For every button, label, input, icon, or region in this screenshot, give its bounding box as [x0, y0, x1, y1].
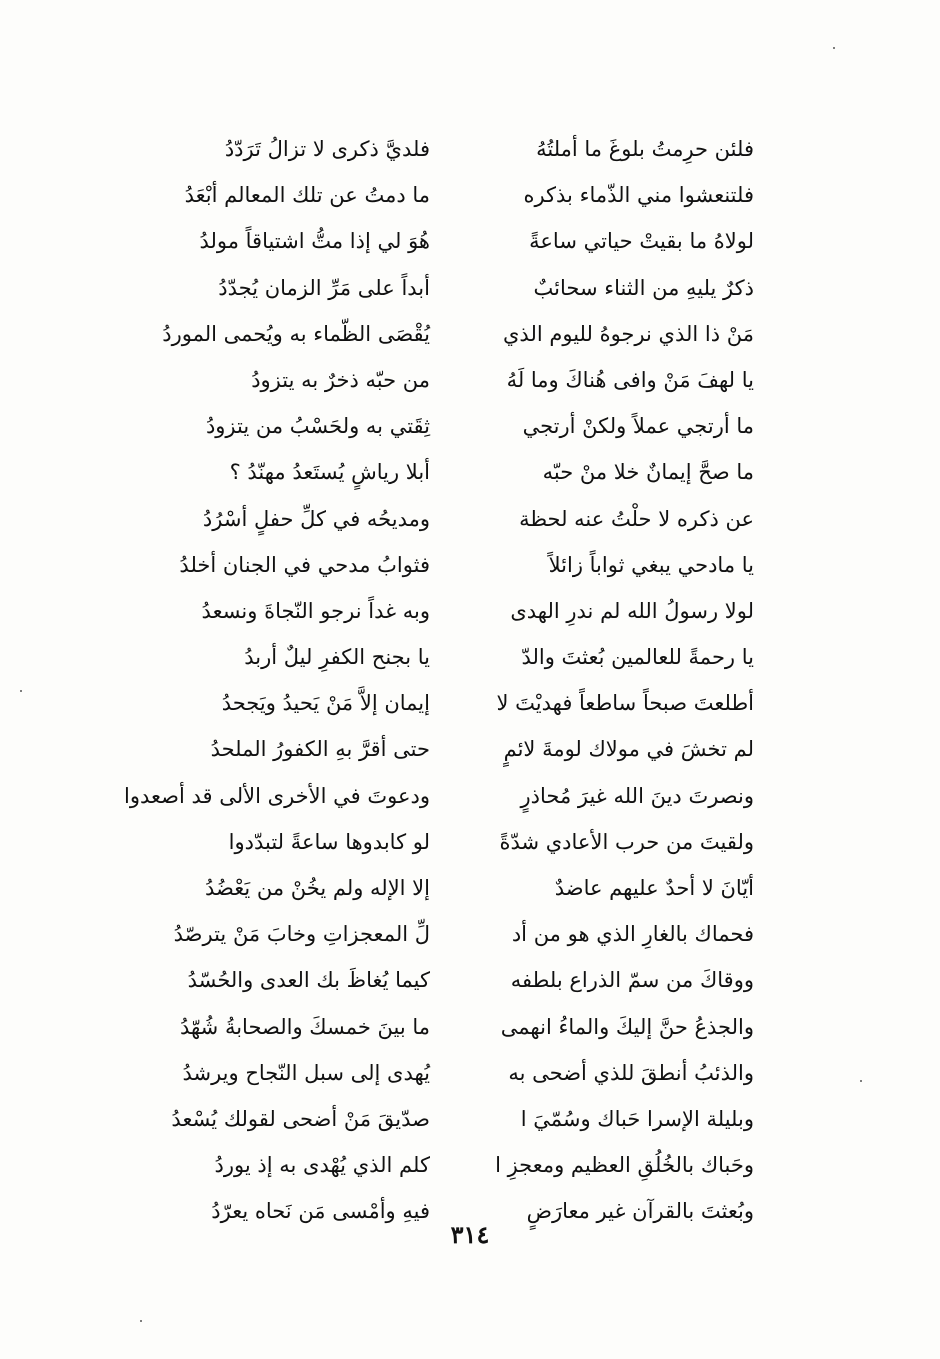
- left-column-verse-line: من حبّه ذخرٌ به يتزودُ: [251, 367, 430, 392]
- right-column-verse-line: ما أرتجي عملاً ولكنْ أرتجي: [522, 414, 754, 439]
- paper-speck: [833, 47, 835, 49]
- right-column-verse-line: يا رحمةً للعالمين بُعثتَ والدّ: [521, 645, 754, 670]
- left-column-verse-line: إيمان إلاَّ مَنْ يَحيدُ ويَجحدُ: [221, 691, 430, 716]
- right-column-verse-line: يا مادحي يبغي ثواباً زائلاً: [548, 552, 754, 577]
- left-column-verse-line: هُوَ لي إذا متُّ اشتياقاً مولدُ: [199, 229, 430, 254]
- left-column-verse-line: لِّ المعجزاتِ وخابَ مَنْ يترصّدُ: [173, 922, 430, 947]
- left-column-verse-line: ما دمتُ عن تلك المعالم أبْعَدُ: [184, 183, 430, 208]
- right-column-verse-line: فحماك بالغارِ الذي هو من أد: [511, 922, 754, 947]
- left-column-verse-line: ما بينَ خمسكَ والصحابةُ شُهّدُ: [179, 1014, 430, 1039]
- right-column-verse-line: وحَباك بالخُلُقِ العظيم ومعجزِ ا: [495, 1153, 754, 1178]
- left-column-verse-line: صدّيقَ مَنْ أضحى لقولك يُسْعدُ: [171, 1106, 430, 1131]
- right-column-verse-line: وبليلة الإسرا حَباك وسُمّيَ ا: [520, 1106, 754, 1131]
- right-poem-column: [464, 126, 754, 1235]
- left-column-verse-line: لو كابدوها ساعةً لتبدّدوا: [228, 829, 430, 854]
- right-column-verse-line: لولاهُ ما بقيتْ حياتي ساعةً: [529, 229, 754, 254]
- right-column-verse-line: والذئبُ أنطقَ للذي أضحى به: [508, 1060, 754, 1085]
- right-column-verse-line: فلئن حرِمتُ بلوغَ ما أملتُهُ: [536, 137, 754, 161]
- right-column-verse-line: ووقاكَ من سمّ الذراع بلطفه: [510, 968, 754, 993]
- right-column-verse-line: ما صحَّ إيمانٌ خلا منْ حبّه: [542, 460, 754, 485]
- page-number: ٣١٤: [450, 1220, 490, 1249]
- right-column-verse-line: والجذعُ حنَّ إليكَ والماءُ انهمى: [500, 1014, 754, 1039]
- left-column-verse-line: يُهدى إلى سبل النّجاح ويرشدُ: [182, 1060, 430, 1085]
- left-column-verse-line: حتى أقرَّ بهِ الكفورُ الملحدُ: [210, 737, 430, 762]
- left-column-verse-line: فلديَّ ذكرى لا تزالُ تَرَدّدُ: [224, 137, 430, 161]
- left-column-verse-line: أبداً على مَرِّ الزمان يُجدّدُ: [218, 275, 430, 300]
- left-column-verse-line: إلا الإله ولم يخُنْ من يَعْضُدُ: [204, 876, 430, 900]
- left-column-verse-line: كيما يُغاظَ بك العدى والحُسّدُ: [187, 968, 430, 993]
- right-column-verse-line: وبُعثتَ بالقرآن غير معارَضٍ: [526, 1199, 754, 1224]
- left-column-verse-line: فثوابُ مدحي في الجنان أخلدُ: [179, 552, 430, 577]
- left-column-verse-line: ثِقَتي به ولحَسْبُ من يتزودُ: [205, 414, 430, 439]
- left-column-verse-line: فيهِ وأمْسى مَن نَحاه يعرّدُ: [211, 1199, 430, 1224]
- right-column-verse-line: مَنْ ذا الذي نرجوهُ لليوم الذي: [503, 321, 754, 346]
- right-column-verse-line: ولقيتَ من حرب الأعادي شدّةً: [499, 829, 754, 854]
- left-column-verse-line: أبلا رياشٍ يُستَعدُ مهنّدُ ؟: [229, 460, 430, 485]
- right-column-verse-line: أيّانَ لا أحدٌ عليهم عاضدٌ: [554, 876, 754, 900]
- left-column-verse-line: كلم الذي يُهْدى به إذ يوردُ: [214, 1153, 430, 1178]
- paper-speck: [860, 1080, 862, 1082]
- right-column-verse-line: ونصرتَ دينَ الله غيرَ مُحاذرٍ: [520, 783, 754, 808]
- left-column-verse-line: ودعوتَ في الأخرى الألى قد أصعدوا: [124, 783, 430, 808]
- left-column-verse-line: يا بجنح الكفرِ ليلٌ أربدُ: [244, 645, 430, 670]
- right-column-verse-line: لولا رسولُ الله لم ندرِ الهدى: [510, 598, 754, 623]
- paper-speck: [20, 690, 22, 692]
- right-column-verse-line: فلتنعشوا مني الذّماء بذكره: [523, 183, 754, 208]
- right-column-verse-line: عن ذكره لا حلْتُ عنه لحظة: [519, 506, 754, 531]
- right-column-verse-line: أطلعتَ صبحاً ساطعاً فهديْتَ لا: [496, 691, 754, 716]
- right-column-verse-line: يا لهفَ مَنْ وافى هُناكَ وما لَهُ: [506, 367, 754, 392]
- left-column-verse-line: ومديحُه في كلِّ حفلٍ أسْرُدُ: [202, 506, 430, 531]
- left-column-verse-line: وبه غداً نرجو النّجاةَ ونسعدُ: [201, 598, 430, 623]
- left-poem-column: [124, 126, 430, 1235]
- paper-speck: [140, 1320, 142, 1322]
- left-column-verse-line: يُقْصَى الظّماء به ويُحمى الموردُ: [162, 321, 430, 346]
- right-column-verse-line: ذكرٌ يليهِ من الثناء سحائبٌ: [533, 275, 754, 300]
- right-column-verse-line: لم تخشَ في مولاك لومةَ لائمٍ: [503, 737, 754, 762]
